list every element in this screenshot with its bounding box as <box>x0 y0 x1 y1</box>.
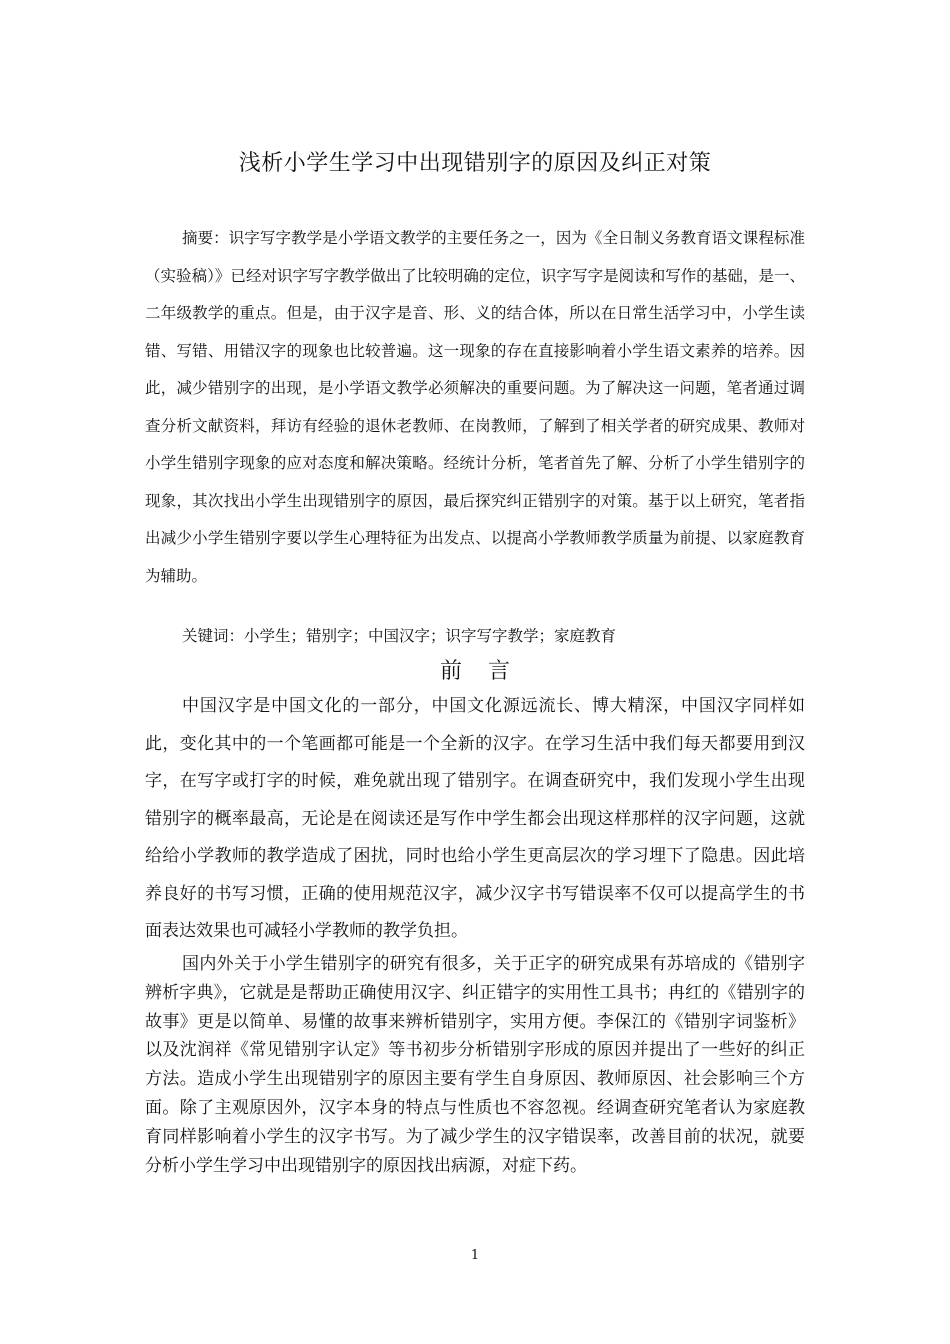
section-heading: 前言 <box>439 659 536 684</box>
abstract-paragraph: 摘要：识字写字教学是小学语文教学的主要任务之一，因为《全日制义务教育语文课程标准（实验稿）》已经对识字写字教学做出了比较明确的定位，识字写字是阅读和写作的基础，是一、二年级教学的重点。但是，由于汉字是音、形、义的结合体，所以在日常生活学习中，小学生读错、写错、用错汉字的现象也比较普遍。这一现象的存在直接影响着小学生语文素养的培养。因此，减少错别字的出现，是小学语文教学必须解决的重要问题。为了解决这一问题，笔者通过调查分析文献资料，拜访有经验的退休老教师、在岗教师，了解到了相关学者的研究成果、教师对小学生错别字现象的应对态度和解决策略。经统计分析，笔者首先了解、分析了小学生错别字的现象，其次找出小学生出现错别字的原因，最后探究纠正错别字的对策。基于以上研究，笔者指出减少小学生错别字要以学生心理特征为出发点、以提高小学教师教学质量为前提、以家庭教育为辅助。 <box>145 229 805 585</box>
body-paragraph-2: 国内外关于小学生错别字的研究有很多，关于正字的研究成果有苏培成的《错别字辨析字典》，它就是是帮助正确使用汉字、纠正错字的实用性工具书；冉红的《错别字的故事》更是以简单、易懂的故事来辨析错别字，实用方便。李保江的《错别字词鉴析》以及沈润祥《常见错别字认定》等书初步分析错别字形成的原因并提出了一些好的纠正方法。造成小学生出现错别字的原因主要有学生自身原因、教师原因、社会影响三个方面。除了主观原因外，汉字本身的特点与性质也不容忽视。经调查研究笔者认为家庭教育同样影响着小学生的汉字书写。为了减少学生的汉字错误率，改善目前的状况，就要分析小学生学习中出现错别字的原因找出病源，对症下药。 <box>145 954 805 1176</box>
page-number: 1 <box>470 1248 480 1263</box>
paper-title: 浅析小学生学习中出现错别字的原因及纠正对策 <box>238 151 712 176</box>
body-paragraph-1: 中国汉字是中国文化的一部分，中国文化源远流长、博大精深，中国汉字同样如此，变化其中的一个笔画都可能是一个全新的汉字。在学习生活中我们每天都要用到汉字，在写字或打字的时候，难免就出现了错别字。在调查研究中，我们发现小学生出现错别字的概率最高，无论是在阅读还是写作中学生都会出现这样那样的汉字问题，这就给给小学教师的教学造成了困扰，同时也给小学生更高层次的学习埋下了隐患。因此培养良好的书写习惯，正确的使用规范汉字，减少汉字书写错误率不仅可以提高学生的书面表达效果也可减轻小学教师的教学负担。 <box>145 696 805 941</box>
keywords-line: 关键词：小学生；错别字；中国汉字；识字写字教学；家庭教育 <box>182 627 617 645</box>
